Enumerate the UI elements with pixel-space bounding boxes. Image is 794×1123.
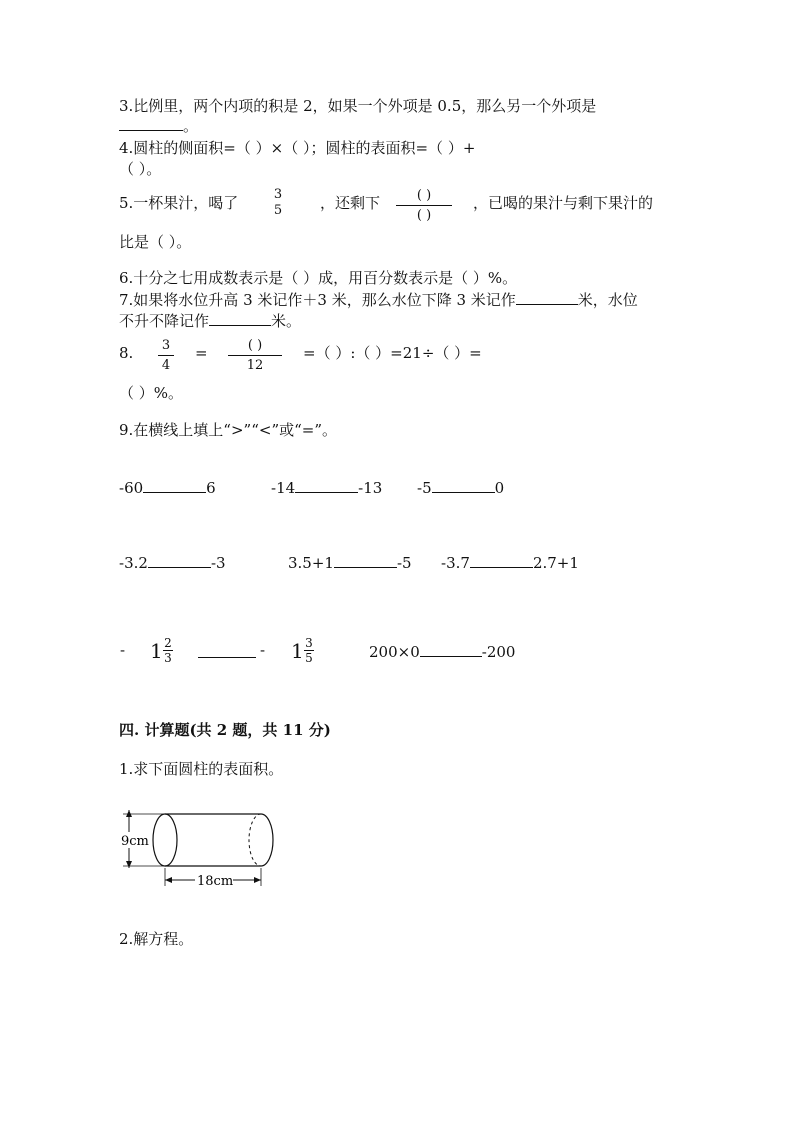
q8-line2: （ ）%。 (119, 384, 184, 402)
q7-text2: 米，水位 (577, 291, 638, 309)
compare-blank[interactable] (295, 480, 358, 493)
q7-text3: 不升不降记作 (119, 312, 210, 330)
compare-right: -13 (358, 479, 383, 497)
arrow-head-icon (126, 810, 132, 817)
cylinder-left-face (153, 814, 177, 866)
q8-blank-den: 12 (246, 358, 264, 373)
fraction-bar (396, 205, 452, 206)
arrow-head-icon (126, 861, 132, 868)
q7-blank1[interactable] (516, 292, 578, 305)
compare-blank[interactable] (148, 555, 211, 568)
q5-frac-den: 5 (273, 203, 283, 218)
compare-left: 3.5+1 (288, 554, 334, 572)
q4-line2: （ ）。 (119, 160, 162, 178)
compare-right: 6 (206, 479, 216, 497)
q9-row3-item3 (369, 644, 515, 660)
arrow-head-icon (165, 877, 172, 883)
compare-left: -5 (417, 479, 432, 497)
q9-row2-item3 (441, 555, 579, 571)
q7-line2 (119, 313, 301, 329)
compare-left: 200×0 (369, 643, 420, 661)
q5-blank-den: ( ) (416, 208, 432, 223)
q5-blank-num: ( ) (416, 188, 432, 203)
q8-fraction-blank[interactable] (228, 339, 282, 372)
q8-eq1: = (195, 344, 208, 362)
height-label: 9cm (121, 834, 149, 849)
q9-row3-minus1: - (120, 641, 126, 659)
q5-fraction-drunk (270, 188, 286, 217)
fraction-bar (228, 355, 282, 356)
q9-row3-blank1[interactable] (198, 645, 256, 658)
q5-frac-num: 3 (273, 187, 283, 202)
section-title: 四. 计算题(共 2 题，共 11 分) (119, 721, 331, 739)
q8-frac-num: 3 (161, 338, 171, 353)
q9-row2-item2 (288, 555, 412, 571)
q8-label: 8. (119, 344, 134, 362)
calc2-text: 2.解方程。 (119, 930, 194, 948)
compare-left: -14 (271, 479, 296, 497)
mixed-whole: 1 (150, 639, 163, 663)
compare-blank[interactable] (143, 480, 206, 493)
compare-right: 0 (494, 479, 505, 497)
q9-row3-mixed2 (291, 637, 317, 671)
mixed-num: 2 (164, 636, 172, 650)
q8-blank-num: ( ) (247, 338, 263, 353)
mixed-num: 3 (305, 636, 313, 650)
mixed-fraction (304, 637, 314, 664)
calc1-text: 1.求下面圆柱的表面积。 (119, 760, 284, 778)
compare-left: -3.7 (441, 554, 470, 572)
arrow-head-icon (254, 877, 261, 883)
q9-row3-minus2: - (260, 641, 266, 659)
compare-right: -3 (210, 554, 226, 572)
q6-text: 6.十分之七用成数表示是（ ）成，用百分数表示是（ ）%。 (119, 269, 518, 287)
q3-answer-line (119, 118, 198, 134)
compare-blank[interactable] (420, 644, 482, 657)
compare-blank[interactable] (470, 555, 533, 568)
q9-row1-item3 (417, 480, 504, 496)
q5-line2: 比是（ ）。 (119, 233, 192, 251)
length-label: 18cm (197, 874, 234, 889)
q5-text2: ，还剩下 (320, 194, 381, 212)
compare-blank[interactable] (432, 480, 495, 493)
mixed-whole: 1 (291, 639, 304, 663)
q8-frac-den: 4 (161, 358, 171, 373)
cylinder-right-hidden (249, 814, 261, 866)
q4-line1: 4.圆柱的侧面积=（ ）×（ ）；圆柱的表面积=（ ）+ (119, 139, 476, 157)
q3-line1: 3.比例里，两个内项的积是 2，如果一个外项是 0.5，那么另一个外项是 (119, 97, 597, 115)
q9-row1-item2 (271, 480, 382, 496)
compare-blank[interactable] (334, 555, 397, 568)
compare-left: -3.2 (119, 554, 148, 572)
q7-text1: 7.如果将水位升高 3 米记作＋3 米，那么水位下降 3 米记作 (119, 291, 516, 309)
compare-left: -60 (119, 479, 144, 497)
q9-row3-mixed1 (150, 637, 176, 671)
compare-right: -5 (396, 554, 412, 572)
mixed-den: 3 (164, 651, 172, 665)
q5-fraction-blank[interactable] (396, 189, 452, 222)
q9-row1-item1 (119, 480, 216, 496)
q7-line1 (119, 292, 638, 308)
compare-right: 2.7+1 (532, 554, 579, 572)
q7-text4: 米。 (271, 312, 302, 330)
q5-text1: 5.一杯果汁，喝了 (119, 194, 239, 212)
fraction-bar (158, 355, 174, 356)
q3-blank[interactable] (119, 118, 183, 131)
q8-rest: =（ ）:（ ）=21÷（ ）= (303, 344, 482, 362)
q8-fraction (158, 339, 174, 372)
q3-end: 。 (183, 117, 199, 135)
cylinder-right-visible (261, 814, 273, 866)
q7-blank2[interactable] (209, 313, 271, 326)
mixed-den: 5 (305, 651, 313, 665)
mixed-fraction (163, 637, 173, 664)
cylinder-diagram (118, 806, 284, 892)
q5-text3: ，已喝的果汁与剩下果汁的 (473, 194, 654, 212)
compare-right: -200 (481, 643, 516, 661)
q9-title: 9.在横线上填上“>”“<”或“=”。 (119, 421, 338, 439)
q9-row2-item1 (119, 555, 226, 571)
